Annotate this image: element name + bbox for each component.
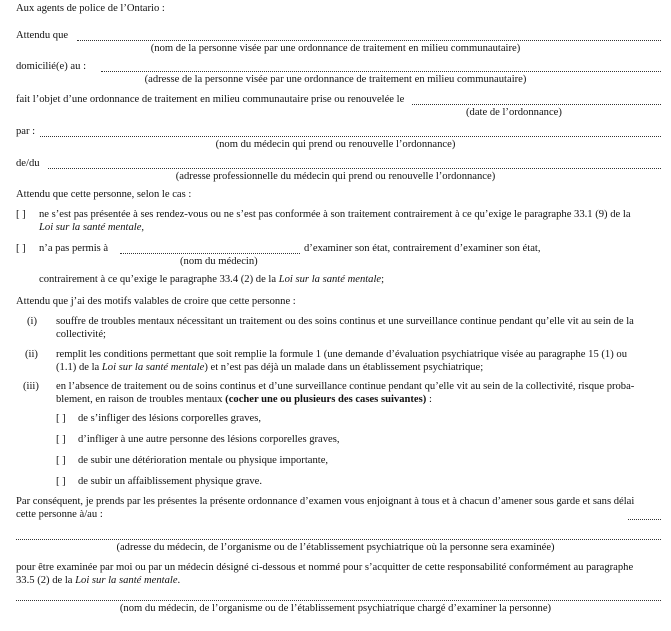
consequence-trailing-dots: [628, 519, 661, 520]
exam-address-field[interactable]: [16, 539, 661, 540]
cas-intro: Attendu que cette personne, selon le cas :: [16, 189, 192, 200]
person-address-caption: (adresse de la personne visée par une ordonnance de traitement en milieu communautaire): [144, 74, 527, 85]
motif-i-line2: collectivité;: [56, 329, 107, 340]
examiner-field[interactable]: [16, 600, 661, 601]
motif-iii-line1: en l’absence de traitement ou de soins continus et d’une surveillance continue pendant qu’elle vit au sein de la collectivité, risque proba-: [56, 381, 635, 392]
option-checkbox[interactable]: [ ]: [56, 455, 66, 466]
dedu-label: de/du: [16, 158, 40, 169]
examiner-caption: (nom du médecin, de l’organisme ou de l’établissement psychiatrique chargé d’examiner la personne): [119, 603, 552, 614]
motif-i-number: (i): [27, 316, 37, 327]
case1-line2: Loi sur la santé mentale,: [39, 222, 145, 233]
person-address-field[interactable]: [101, 71, 661, 72]
consequence-line1: Par conséquent, je prends par les présentes la présente ordonnance d’examen vous enjoignant à tous et à chacun d’amener sous garde et sans délai: [16, 496, 635, 507]
option-checkbox[interactable]: [ ]: [56, 413, 66, 424]
objet-label: fait l’objet d’une ordonnance de traitement en milieu communautaire prise ou renouvelée le: [16, 94, 405, 105]
exam-address-caption: (adresse du médecin, de l’organisme ou de l’établissement psychiatrique où la personne sera examinée): [116, 542, 555, 553]
case1-line1: ne s’est pas présentée à ses rendez-vous ou ne s’est pas conformée à son traitement contrairement à ce qu’exige le paragraphe 33.1 (9) de la: [39, 209, 631, 220]
order-date-field[interactable]: [412, 104, 661, 105]
case2-physician-field[interactable]: [120, 253, 300, 254]
domicilie-label: domicilié(e) au :: [16, 61, 87, 72]
examinee-line1: pour être examinée par moi ou par un médecin désigné ci-dessous et nommé pour s’acquitter de cette responsabilité conformément au paragraphe: [16, 562, 634, 573]
motif-i-line1: souffre de troubles mentaux nécessitant un traitement ou des soins continus et une surveillance continue pendant qu’elle vit au sein de la: [56, 316, 634, 327]
case2-after: d’examiner son état, contrairement d’examiner son état,: [304, 243, 541, 254]
case1-checkbox[interactable]: [ ]: [16, 209, 26, 220]
option-label: de subir une détérioration mentale ou physique importante,: [78, 455, 329, 466]
physician-name-caption: (nom du médecin qui prend ou renouvelle l’ordonnance): [215, 139, 456, 150]
option-checkbox[interactable]: [ ]: [56, 434, 66, 445]
par-label: par :: [16, 126, 36, 137]
person-name-caption: (nom de la personne visée par une ordonnance de traitement en milieu communautaire): [150, 43, 521, 54]
option-checkbox[interactable]: [ ]: [56, 476, 66, 487]
physician-name-field[interactable]: [40, 136, 661, 137]
form-heading: Aux agents de police de l’Ontario :: [16, 3, 165, 14]
motif-iii-line2: blement, en raison de troubles mentaux (cocher une ou plusieurs des cases suivantes) :: [56, 394, 432, 405]
case2-checkbox[interactable]: [ ]: [16, 243, 26, 254]
motif-ii-line1: remplit les conditions permettant que soit remplie la formule 1 (une demande d’évaluation psychiatrique visée au paragraphe 15 (1) ou: [56, 349, 627, 360]
physician-address-caption: (adresse professionnelle du médecin qui prend ou renouvelle l’ordonnance): [175, 171, 496, 182]
motif-ii-line2: (1.1) de la Loi sur la santé mentale) et n’est pas déjà un malade dans un établissement psychiatrique;: [56, 362, 484, 373]
motifs-intro: Attendu que j’ai des motifs valables de croire que cette personne :: [16, 296, 296, 307]
motif-iii-number: (iii): [23, 381, 39, 392]
physician-address-field[interactable]: [48, 168, 661, 169]
case2-before: n’a pas permis à: [39, 243, 109, 254]
attendu-label: Attendu que: [16, 30, 69, 41]
person-name-field[interactable]: [77, 40, 661, 41]
case2-caption: (nom du médecin): [180, 256, 258, 267]
option-label: de subir un affaiblissement physique grave.: [78, 476, 262, 487]
consequence-line2: cette personne à/au :: [16, 509, 103, 520]
option-label: de s’infliger des lésions corporelles graves,: [78, 413, 261, 424]
case2-line2: contrairement à ce qu’exige le paragraphe 33.4 (2) de la Loi sur la santé mentale;: [39, 274, 385, 285]
order-date-caption: (date de l’ordonnance): [466, 107, 562, 118]
examinee-line2: 33.5 (2) de la Loi sur la santé mentale.: [16, 575, 181, 586]
motif-ii-number: (ii): [25, 349, 38, 360]
option-label: d’infliger à une autre personne des lésions corporelles graves,: [78, 434, 340, 445]
